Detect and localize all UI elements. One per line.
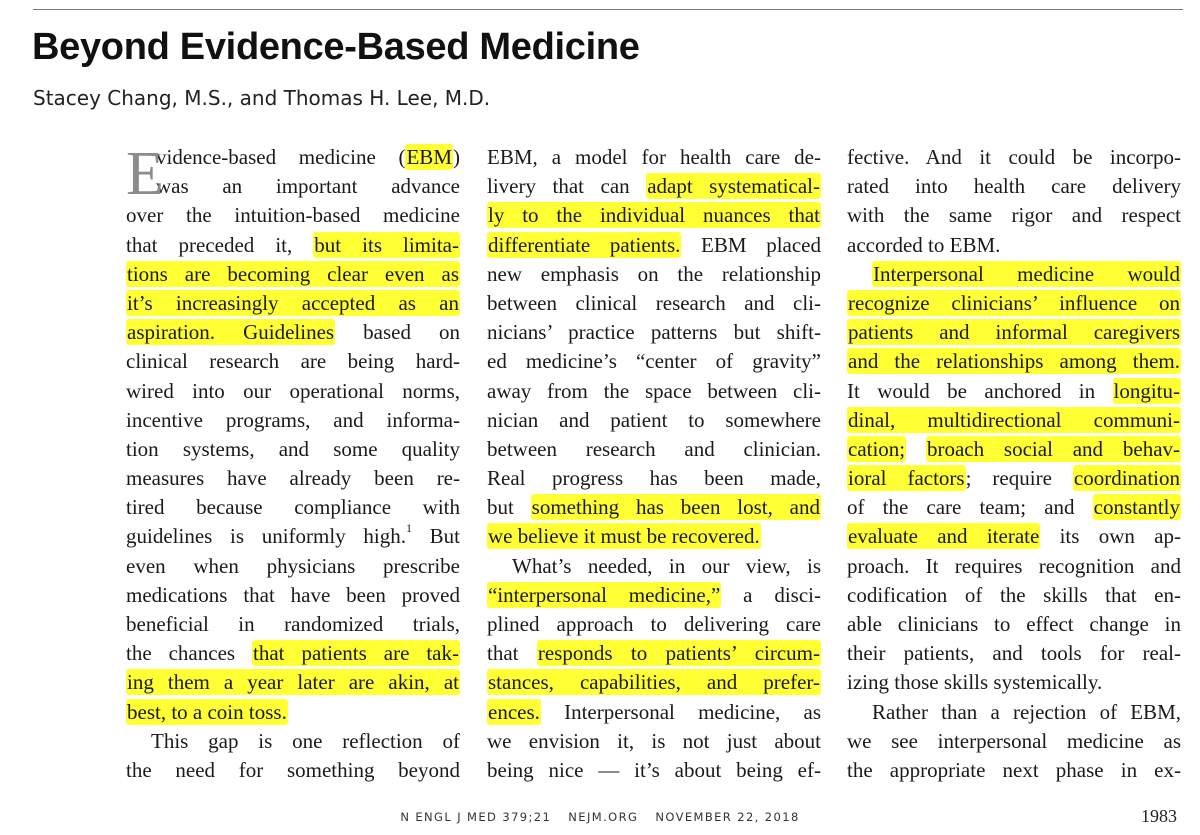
text-line: Rather than a rejection of EBM, (872, 699, 1181, 724)
text-line: EBM, a model for health care de- (487, 145, 821, 169)
text-line: wired into our operational norms, (126, 378, 460, 403)
text-line: that responds to patients’ circum- (487, 641, 820, 666)
highlight: but its limita- (314, 232, 459, 257)
highlight: evaluate and iterate (848, 524, 1040, 549)
text-line: fective. And it could be incorpo- (847, 145, 1181, 169)
highlight: patients and informal caregivers (848, 320, 1180, 345)
text-line: vidence-based medicine (EBM) (156, 145, 460, 169)
text-line: guidelines is uniformly high.$^1$ But (126, 521, 460, 549)
journal-citation: N ENGL J MED 379;21 (400, 810, 552, 824)
text-line: but something has been lost, and (487, 495, 821, 520)
text-line (847, 406, 1181, 435)
text-line: Real progress has been made, (487, 466, 821, 491)
text-line: codification of the skills that en- (847, 582, 1181, 607)
text-line: the appropriate next phase in ex- (847, 757, 1181, 782)
text-line (126, 289, 460, 318)
text-line: medications that have been proved (126, 582, 460, 607)
highlight: ioral factors (848, 466, 965, 491)
text-line: beneficial in randomized trials, (126, 612, 460, 636)
footnote-ref: 1 (405, 521, 412, 536)
text-line: It would be anchored in longitu- (847, 378, 1180, 403)
highlight: best, to a coin toss. (127, 699, 287, 724)
text-line (847, 435, 1181, 464)
text-line: between clinical research and cli- (487, 290, 821, 315)
text-line: the need for something beyond (126, 757, 460, 782)
text-line (126, 260, 460, 289)
text-line: proach. It requires recognition and (847, 553, 1181, 578)
text-line: ioral factors; require coordination (848, 466, 1181, 491)
text-line: differentiate patients. EBM placed (488, 232, 821, 257)
highlight: ing them a year later are akin, at (127, 670, 459, 695)
text-line: their patients, and tools for real- (847, 641, 1181, 666)
highlight: adapt systematical- (647, 174, 820, 199)
highlight: dinal, multidirectional communi- (848, 407, 1180, 432)
text-line: tion systems, and some quality (126, 436, 460, 461)
top-rule (33, 9, 1183, 10)
highlight: “interpersonal medicine,” (488, 582, 721, 607)
text-line: This gap is one reflection of (151, 728, 460, 753)
text-column-3 (847, 143, 1181, 785)
text-line (487, 668, 821, 697)
text-line: of the care team; and constantly (847, 495, 1180, 520)
highlight: Interpersonal medicine would (873, 261, 1180, 286)
text-line (487, 522, 821, 551)
text-column-2 (487, 143, 821, 785)
highlight: longitu- (1113, 378, 1180, 403)
drop-cap: E (126, 140, 164, 208)
highlight: stances, capabilities, and prefer- (488, 670, 820, 695)
highlight: ences. (488, 699, 540, 724)
text-line: tired because compliance with (126, 495, 460, 520)
highlight: it’s increasingly accepted as an (127, 290, 459, 315)
highlight: that patients are tak- (253, 641, 459, 666)
text-line: with the same rigor and respect (847, 203, 1181, 228)
text-line (126, 668, 460, 697)
text-line: clinical research are being hard- (126, 349, 460, 374)
text-line: rated into health care delivery (847, 174, 1181, 199)
article-authors: Stacey Chang, M.S., and Thomas H. Lee, M.D. (33, 86, 491, 110)
text-line (847, 289, 1181, 318)
highlight: tions are becoming clear even as (127, 261, 459, 286)
text-line: we see interpersonal medicine as (847, 728, 1181, 753)
text-line: plined approach to delivering care (487, 612, 821, 636)
highlight: and the relationships among them. (848, 349, 1180, 374)
page-number: 1983 (1141, 806, 1177, 826)
highlight: differentiate patients. (488, 232, 681, 257)
text-line: away from the space between cli- (487, 378, 821, 403)
text-line: livery that can adapt systematical- (487, 174, 820, 199)
highlight: broach social and behav- (926, 436, 1181, 461)
page-footer (0, 810, 1200, 830)
highlight: coordination (1073, 466, 1181, 491)
text-line: incentive programs, and informa- (126, 407, 460, 432)
text-line: being nice — it’s about being ef- (487, 757, 821, 782)
text-line (847, 260, 1181, 289)
highlight: we believe it must be recovered. (488, 524, 760, 549)
highlight: ly to the individual nuances that (488, 203, 820, 228)
text-line: between research and clinician. (487, 436, 821, 461)
text-column-1 (126, 140, 460, 785)
highlight: cation; (848, 436, 906, 461)
text-line (847, 347, 1181, 376)
article-title: Beyond Evidence-Based Medicine (32, 26, 640, 68)
text-line: aspiration. Guidelines based on (127, 320, 460, 345)
highlight: EBM (406, 145, 452, 169)
text-line: accorded to EBM. (847, 232, 1001, 257)
text-line: measures have already been re- (126, 466, 460, 491)
text-line (847, 318, 1181, 347)
highlight: constantly (1093, 495, 1180, 520)
highlight: something has been lost, and (531, 495, 821, 520)
text-line: evaluate and iterate its own ap- (848, 524, 1181, 549)
text-line (487, 201, 821, 230)
journal-site: NEJM.ORG (568, 810, 639, 824)
text-line: the chances that patients are tak- (126, 641, 459, 666)
text-line: nicians’ practice patterns but shift- (487, 320, 821, 345)
text-line: nician and patient to somewhere (487, 407, 821, 432)
text-line: What’s needed, in our view, is (512, 553, 821, 578)
text-line: even when physicians prescribe (126, 553, 460, 578)
text-line: was an important advance (156, 174, 460, 199)
text-line: we envision it, is not just about (487, 728, 821, 753)
text-line (126, 698, 460, 727)
text-line: new emphasis on the relationship (487, 261, 821, 286)
text-line: able clinicians to effect change in (847, 612, 1181, 636)
text-line: over the intuition-based medicine (126, 203, 460, 228)
text-line: ences. Interpersonal medicine, as (488, 699, 821, 724)
text-line: ed medicine’s “center of gravity” (487, 349, 821, 374)
text-line: izing those skills systemically. (847, 670, 1103, 695)
highlight: responds to patients’ circum- (537, 641, 820, 666)
highlight: recognize clinicians’ influence on (848, 290, 1180, 315)
issue-date: NOVEMBER 22, 2018 (655, 810, 800, 824)
text-line: “interpersonal medicine,” a disci- (488, 582, 821, 607)
highlight: aspiration. Guidelines (127, 320, 335, 345)
text-line: that preceded it, but its limita- (126, 232, 459, 257)
